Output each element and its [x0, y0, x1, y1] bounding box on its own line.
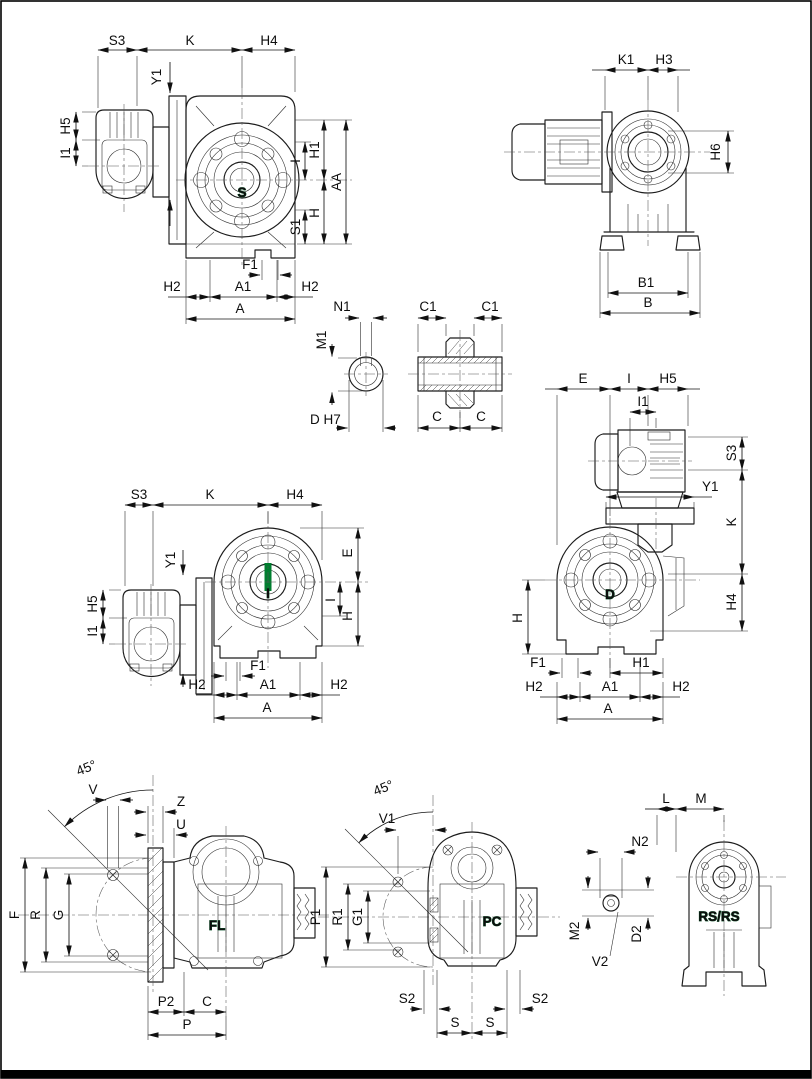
d-dim-i: I — [627, 371, 631, 386]
i-dim-y1: Y1 — [163, 551, 178, 569]
d-dim-i1: I1 — [637, 394, 649, 409]
d-dim-e: E — [578, 371, 588, 386]
view-i — [85, 487, 368, 723]
d-dim-a: A — [603, 701, 613, 716]
pc-gearbox — [428, 822, 537, 1040]
s-dim-h1: H1 — [307, 141, 322, 159]
view-pc — [308, 777, 560, 1040]
i-dim-e: E — [340, 548, 355, 558]
i-dim-s3: S3 — [130, 487, 148, 502]
d-dim-h1: H1 — [632, 655, 650, 670]
rs-dimensions — [567, 791, 724, 969]
s-dim-h2-left: H2 — [163, 279, 181, 294]
d-dim-k: K — [724, 517, 739, 527]
s-dim-h5: H5 — [58, 117, 73, 135]
b-dim-h6: H6 — [708, 143, 723, 161]
pc-dim-r1: R1 — [330, 908, 345, 926]
shaft-dim-d-h7: D H7 — [310, 412, 341, 427]
b-dim-k1: K1 — [617, 52, 635, 67]
i-dim-h5: H5 — [85, 595, 100, 613]
s-dim-a: A — [235, 301, 245, 316]
s-dim-y1: Y1 — [149, 68, 164, 86]
pc-view-title: PC — [482, 914, 502, 929]
pc-dim-s2-left: S2 — [398, 991, 416, 1006]
fl-dim-v: V — [88, 782, 98, 797]
fl-gearbox — [174, 826, 315, 1016]
d-dim-h: H — [510, 613, 525, 623]
i-dim-h2-right: H2 — [330, 677, 348, 692]
view-s — [58, 33, 352, 324]
fl-view-title: FL — [208, 918, 226, 933]
b-dim-h3: H3 — [655, 52, 673, 67]
rs-dim-l: L — [662, 791, 670, 806]
pc-dim-s-right: S — [485, 1015, 495, 1030]
s-dim-s1: S1 — [288, 218, 303, 236]
fl-dim-c: C — [202, 994, 212, 1009]
i-dim-h2-left: H2 — [188, 677, 206, 692]
b-gearbox — [504, 100, 710, 250]
s-gearbox — [88, 88, 352, 268]
d-dim-h2-left: H2 — [525, 679, 543, 694]
i-dim-h4: H4 — [286, 487, 304, 502]
i-view-title: I — [266, 586, 270, 601]
d-dim-s3: S3 — [724, 444, 739, 462]
sleeve-dim-c-right: C — [476, 409, 486, 424]
rs-dim-m: M — [695, 791, 707, 806]
d-dimensions — [510, 371, 748, 724]
footer-bar — [1, 1070, 811, 1078]
d-view-title: D — [605, 587, 615, 602]
b-dim-b1: B1 — [637, 275, 655, 290]
pc-dim-s2-right: S2 — [531, 991, 549, 1006]
i-dim-f1: F1 — [250, 658, 266, 673]
fl-dim-angle: 45° — [74, 757, 99, 779]
view-d — [510, 371, 748, 724]
shaft-dim-m1: M1 — [314, 330, 329, 350]
i-dim-h: H — [340, 611, 355, 621]
b-dim-b: B — [643, 295, 653, 310]
s-dim-i1: I1 — [58, 147, 73, 159]
fl-dim-p2: P2 — [157, 994, 175, 1009]
rs-dim-n2: N2 — [631, 834, 649, 849]
s-dim-h4: H4 — [260, 33, 278, 48]
fl-dim-r: R — [28, 910, 43, 920]
s-dim-aa: AA — [329, 172, 344, 192]
s-dim-h2-right: H2 — [301, 279, 319, 294]
d-dim-h5: H5 — [659, 371, 677, 386]
d-dim-h4: H4 — [724, 593, 739, 611]
pc-dim-angle: 45° — [371, 777, 396, 799]
shaft-end-section — [310, 299, 396, 432]
i-motor — [123, 590, 180, 677]
rs-gearbox — [676, 820, 786, 996]
rs-dim-v2: V2 — [591, 954, 609, 969]
d-adapter-flange — [606, 492, 694, 552]
i-dim-i1: I1 — [85, 625, 100, 637]
s-dim-f1: F1 — [242, 257, 258, 272]
i-dim-k: K — [205, 487, 215, 502]
sleeve-dim-c-left: C — [432, 409, 442, 424]
pc-dim-s-left: S — [450, 1015, 460, 1030]
rs-shaft-detail — [603, 895, 619, 956]
fl-dim-z: Z — [176, 794, 186, 809]
s-dim-s3: S3 — [108, 33, 126, 48]
s-dim-k: K — [185, 33, 195, 48]
d-dim-f1: F1 — [530, 655, 546, 670]
pc-dim-v1: V1 — [378, 811, 396, 826]
rs-dim-d2: D2 — [629, 925, 644, 943]
pc-dim-g1: G1 — [350, 907, 365, 927]
fl-dim-g: G — [51, 909, 66, 921]
view-rs — [567, 791, 786, 996]
s-dim-h: H — [307, 208, 322, 218]
i-dim-a: A — [262, 700, 272, 715]
d-dim-h2-right: H2 — [672, 679, 690, 694]
fl-dim-u: U — [176, 817, 186, 832]
shaft-end-dimensions — [310, 299, 396, 432]
i-dim-i: I — [323, 598, 338, 602]
rs-dim-m2: M2 — [567, 921, 582, 941]
view-b — [504, 52, 734, 318]
fl-dim-f: F — [7, 910, 22, 920]
sleeve-dim-c1-left: C1 — [419, 299, 437, 314]
i-dim-a1: A1 — [259, 677, 277, 692]
pc-flange-projection — [318, 795, 560, 985]
s-dim-i: I — [288, 159, 303, 163]
fl-dim-p: P — [182, 1017, 192, 1032]
d-dim-a1: A1 — [601, 679, 619, 694]
fl-dimensions — [7, 757, 226, 1040]
s-motor — [96, 110, 153, 199]
shaft-dim-n1: N1 — [333, 299, 351, 314]
b-dimensions — [592, 52, 734, 318]
s-view-title: S — [237, 185, 247, 200]
view-fl — [7, 757, 330, 1040]
pc-dim-p1: P1 — [308, 908, 323, 926]
rs-view-title: RS/RS — [698, 909, 740, 924]
sleeve-dim-c1-right: C1 — [481, 299, 499, 314]
shaft-sleeve-section — [408, 299, 512, 432]
d-dim-y1: Y1 — [702, 479, 719, 494]
s-dim-a1: A1 — [234, 279, 252, 294]
s-adapter-flange — [153, 96, 186, 244]
